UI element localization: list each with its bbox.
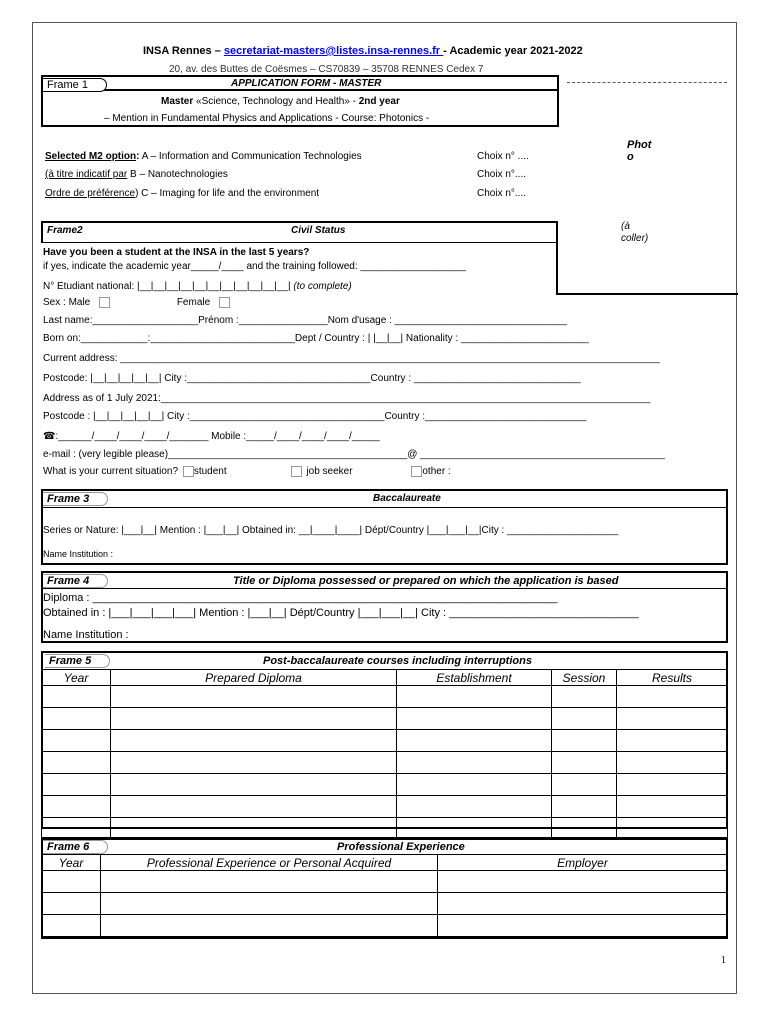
email-row[interactable]: e-mail : (very legible please)___________________________________________@ ____________________________________________ <box>43 449 665 460</box>
etudiant-number[interactable]: N° Etudiant national: |__|__|__|__|__|__|__|__|__|__|__| (to complete) <box>43 281 352 292</box>
institution-name: INSA Rennes – <box>143 45 224 57</box>
col-results: Results <box>617 670 728 686</box>
institution-address: 20, av. des Buttes de Coësmes – CS70839 – 35708 RENNES Cedex 7 <box>169 64 484 75</box>
table-row[interactable] <box>42 915 728 937</box>
professional-experience-title: Professional Experience <box>337 841 465 853</box>
male-checkbox[interactable] <box>99 297 110 308</box>
col-year: Year <box>42 670 111 686</box>
secretariat-email-link[interactable]: secretariat-masters@listes.insa-rennes.fr <box>223 45 444 57</box>
form-page <box>32 22 737 994</box>
table-row[interactable] <box>42 708 728 730</box>
photo-note: (à coller) <box>621 221 649 244</box>
table-row[interactable] <box>42 730 728 752</box>
table-row[interactable] <box>42 893 728 915</box>
frame5-label: Frame 5 <box>45 654 110 668</box>
obtained-row[interactable]: Obtained in : |___|___|___|___| Mention : |___|__| Dépt/Country |___|___|__| City : _______________________________ <box>43 607 639 619</box>
choix-c[interactable]: Choix n°.... <box>477 188 527 199</box>
col-year: Year <box>42 855 101 871</box>
col-prepared-diploma: Prepared Diploma <box>111 670 397 686</box>
baccalaureate-title: Baccalaureate <box>373 493 441 504</box>
table-row[interactable] <box>42 686 728 708</box>
if-yes-line[interactable]: if yes, indicate the academic year_____/____ and the training followed: ___________________ <box>43 261 467 272</box>
post-bac-table <box>41 669 728 840</box>
option-line-c: Ordre de préférence) C – Imaging for life and the environment <box>45 188 320 199</box>
diploma-title: Title or Diploma possessed or prepared on which the application is based <box>233 575 619 587</box>
experience-table <box>41 854 728 937</box>
frame4-label: Frame 4 <box>43 574 108 588</box>
photo-label: Phot o <box>627 139 652 163</box>
phone-row[interactable]: ☎:______/____/____/____/_______ Mobile :_____/____/____/____/_____ <box>43 431 380 442</box>
option-line-a: Selected M2 option: A – Information and Communication Technologies <box>45 151 362 162</box>
table-row[interactable] <box>42 752 728 774</box>
master-title: Master «Science, Technology and Health» - 2nd year <box>161 96 400 107</box>
current-address-row[interactable]: Current address: _________________________________________________________________________________________________ <box>43 353 660 364</box>
table-header-row <box>42 670 728 686</box>
diploma-row[interactable]: Diploma : ____________________________________________________________________________ <box>43 592 558 604</box>
table-row[interactable] <box>42 871 728 893</box>
col-experience: Professional Experience or Personal Acquired <box>101 855 438 871</box>
frame4-institution[interactable]: Name Institution : <box>43 629 129 641</box>
series-row[interactable]: Series or Nature: |___|__| Mention : |___|__| Obtained in: __|____|____| Dépt/Country |___|___|__|City : ____________________ <box>43 525 619 536</box>
frame3-institution[interactable]: Name Institution : <box>43 549 114 559</box>
student-question: Have you been a student at the INSA in the last 5 years? <box>43 247 310 258</box>
choix-b[interactable]: Choix n°.... <box>477 169 527 180</box>
frame3-label: Frame 3 <box>43 492 108 506</box>
application-form-title: APPLICATION FORM - MASTER <box>231 78 382 89</box>
last-name-row[interactable]: Last name:___________________Prénom :________________Nom d'usage : _______________________________ <box>43 315 568 326</box>
sex-row: Sex : Male Female <box>43 297 230 308</box>
option-line-b: (à titre indicatif par B – Nanotechnologies <box>45 169 228 180</box>
frame6-label: Frame 6 <box>43 840 108 854</box>
job-seeker-checkbox[interactable] <box>291 466 302 477</box>
frame2-label: Frame2 <box>47 225 83 236</box>
header-line <box>143 45 583 57</box>
table-header-row <box>42 855 728 871</box>
table-row[interactable] <box>42 796 728 818</box>
postcode2-row[interactable]: Postcode : |__|__|__|__|__| City :___________________________________Country :_____________________________ <box>43 411 587 422</box>
choix-a[interactable]: Choix n° .... <box>477 151 529 162</box>
page-number: 1 <box>721 955 726 966</box>
col-employer: Employer <box>438 855 728 871</box>
col-session: Session <box>552 670 617 686</box>
born-on-row[interactable]: Born on:____________:__________________________Dept / Country : | |__|__| Nationality : _______________________ <box>43 333 589 344</box>
academic-year: - Academic year 2021-2022 <box>443 45 583 57</box>
student-checkbox[interactable] <box>183 466 194 477</box>
civil-status-title: Civil Status <box>291 225 346 236</box>
situation-row: What is your current situation? student job seeker other : <box>43 466 451 478</box>
postcode1-row[interactable]: Postcode: |__|__|__|__|__| City :_________________________________Country : ______________________________ <box>43 373 581 384</box>
table-row[interactable] <box>42 774 728 796</box>
post-bac-title: Post-baccalaureate courses including interruptions <box>263 655 532 667</box>
col-establishment: Establishment <box>397 670 552 686</box>
address-july-row[interactable]: Address as of 1 July 2021:________________________________________________________________________________________ <box>43 393 651 404</box>
other-checkbox[interactable] <box>411 466 422 477</box>
mention-line: – Mention in Fundamental Physics and Applications - Course: Photonics - <box>104 113 430 124</box>
frame1-label: Frame 1 <box>43 78 107 92</box>
female-checkbox[interactable] <box>219 297 230 308</box>
